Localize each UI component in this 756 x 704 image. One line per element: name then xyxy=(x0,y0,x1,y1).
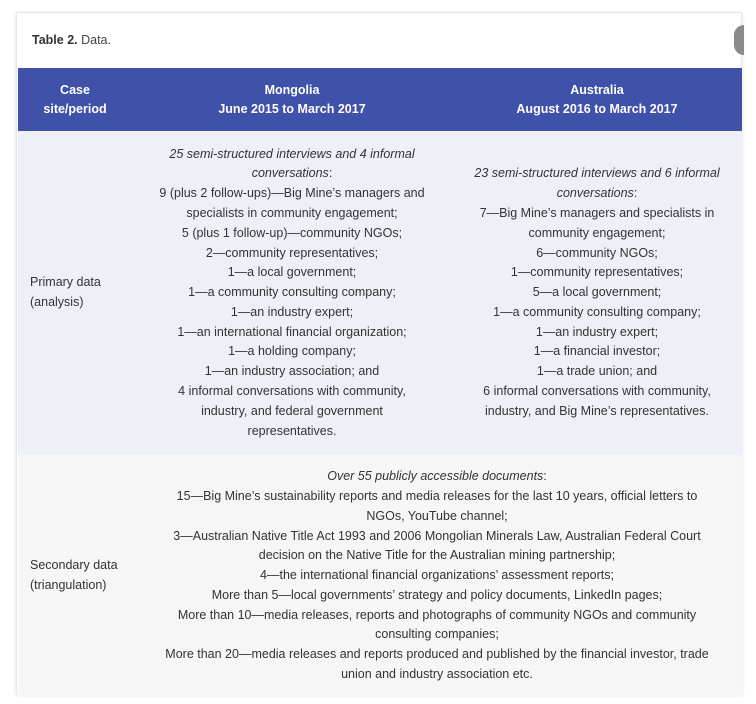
table-caption xyxy=(32,33,111,47)
cell-primary-mongolia: 25 semi-structured interviews and 4 informal conversations: 9 (plus 2 follow-ups)—Big Mine’s managers and specialists in community engagement; 5 (plus 1 follow-up)—community NGOs; 2—community representatives; 1—a local government; 1—a community consulting company; 1—an industry expert; 1—an international financial organization; 1—a holding company; 1—an industry association; and 4 informal conversations with community, industry, and federal government representatives. xyxy=(132,131,452,455)
table-row-secondary xyxy=(18,455,742,697)
caption-label: Table 2. xyxy=(32,33,78,47)
cell-secondary: Over 55 publicly accessible documents: 15—Big Mine’s sustainability reports and media releases for the last 10 years, official letters to NGOs, YouTube channel; 3—Australian Native Title Act 1993 and 2006 Mongolian Minerals Law, Australian Federal Court decision on the Native Title for the Australian mining partnership; 4—the international financial organizations’ assessment reports; More than 5—local governments’ strategy and policy documents, LinkedIn pages; More than 10—media releases, reports and photographs of community NGOs and community consulting companies; More than 20—media releases and reports produced and published by the financial investor, trade union and industry association etc. xyxy=(132,455,742,697)
caption-text: Data. xyxy=(77,33,111,47)
header-australia: Australia August 2016 to March 2017 xyxy=(452,68,742,131)
header-row xyxy=(18,68,742,131)
table-row-primary xyxy=(18,131,742,455)
data-table xyxy=(18,68,742,697)
table-card xyxy=(16,12,742,694)
header-mongolia: Mongolia June 2015 to March 2017 xyxy=(132,68,452,131)
header-case: Case site/period xyxy=(18,68,132,131)
cell-primary-australia: 23 semi-structured interviews and 6 informal conversations: 7—Big Mine’s managers and specialists in community engagement; 6—community NGOs; 1—community representatives; 5—a local government; 1—a community consulting company; 1—an industry expert; 1—a financial investor; 1—a trade union; and 6 informal conversations with community, industry, and Big Mine’s representatives. xyxy=(452,131,742,455)
row-label-primary: Primary data (analysis) xyxy=(18,131,132,455)
row-label-secondary: Secondary data (triangulation) xyxy=(18,455,132,697)
scroll-handle[interactable] xyxy=(734,25,744,55)
